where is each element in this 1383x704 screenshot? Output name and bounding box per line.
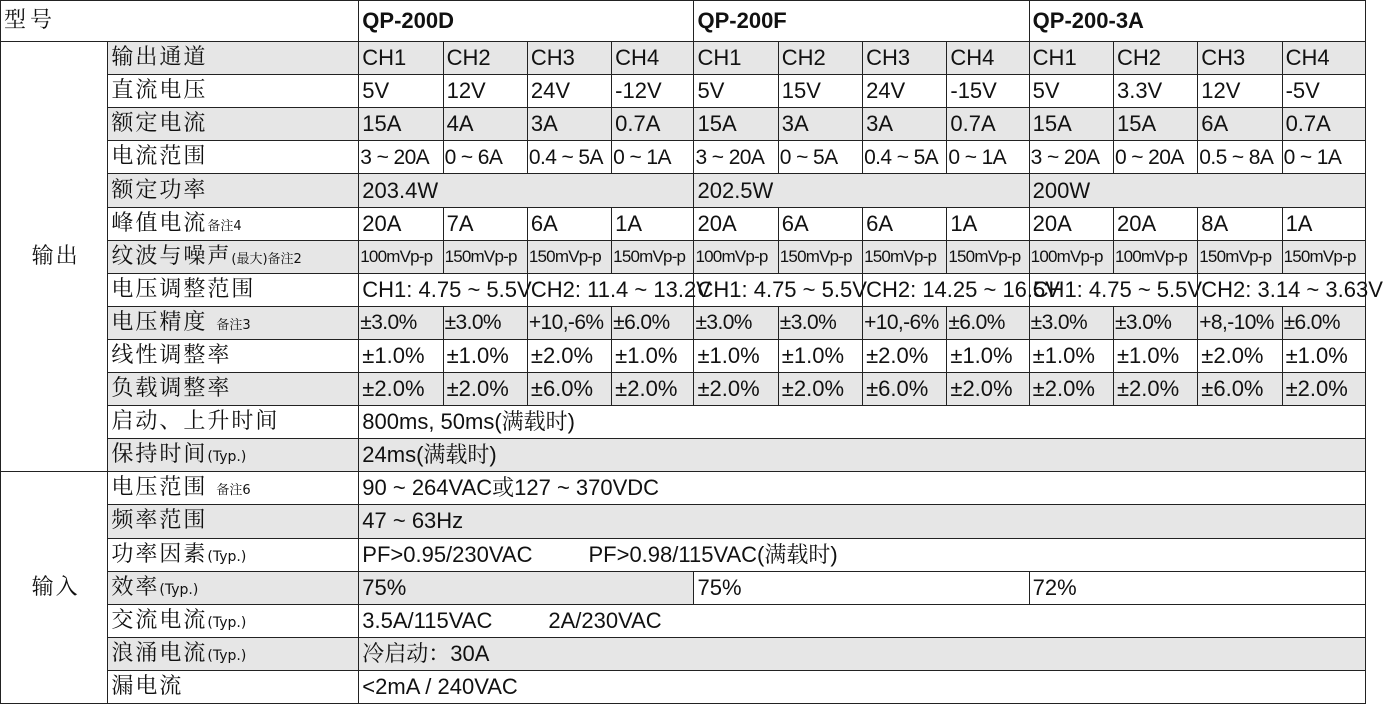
row-label: 负载调整率 xyxy=(108,373,359,406)
current-range-cell: 3 ~ 20A xyxy=(359,141,443,174)
current-range-cell: 0 ~ 6A xyxy=(443,141,527,174)
channels-cell: CH2 xyxy=(443,42,527,75)
row-label xyxy=(108,637,359,670)
ripple-noise-cell: 150mVp-p xyxy=(863,240,947,273)
current-range-cell: 3 ~ 20A xyxy=(1029,141,1113,174)
channels-cell: CH1 xyxy=(694,42,778,75)
row-inrush-current xyxy=(1,637,1366,670)
rated-power-value: 203.4W xyxy=(359,174,694,207)
setup-rise-value: 800ms, 50ms(满载时) xyxy=(359,406,1366,439)
power-factor-value xyxy=(359,538,1366,571)
dc-voltage-cell: 3.3V xyxy=(1113,75,1197,108)
efficiency-value: 75% xyxy=(694,571,1029,604)
section-input: 输入 xyxy=(1,472,108,704)
row-line-regulation xyxy=(1,339,1366,372)
line-reg-cell: ±2.0% xyxy=(527,339,611,372)
voltage-tol-cell: ±3.0% xyxy=(359,306,443,339)
typ-text: (Typ.) xyxy=(207,647,247,664)
peak-current-cell: 20A xyxy=(694,207,778,240)
load-reg-cell: ±2.0% xyxy=(612,373,694,406)
channels-cell: CH1 xyxy=(1029,42,1113,75)
voltage-tol-cell: ±3.0% xyxy=(1113,306,1197,339)
rated-current-cell: 0.7A xyxy=(1282,108,1365,141)
row-label: 漏电流 xyxy=(108,670,359,703)
row-load-regulation xyxy=(1,373,1366,406)
line-reg-cell: ±1.0% xyxy=(612,339,694,372)
typ-text: (Typ.) xyxy=(207,614,247,631)
ripple-noise-cell: 100mVp-p xyxy=(1113,240,1197,273)
voltage-tol-cell: ±3.0% xyxy=(443,306,527,339)
efficiency-value: 72% xyxy=(1029,571,1365,604)
leakage-value: <2mA / 240VAC xyxy=(359,670,1366,703)
channels-cell: CH1 xyxy=(359,42,443,75)
row-leakage xyxy=(1,670,1366,703)
note-text: 备注4 xyxy=(207,218,242,234)
row-label xyxy=(108,439,359,472)
ripple-noise-cell: 150mVp-p xyxy=(527,240,611,273)
row-label: 频率范围 xyxy=(108,505,359,538)
voltage-adj-value: CH2: 3.14 ~ 3.63V xyxy=(1198,273,1366,306)
pf-230: PF>0.95/230VAC xyxy=(362,541,533,567)
load-reg-cell: ±2.0% xyxy=(947,373,1029,406)
load-reg-cell: ±2.0% xyxy=(694,373,778,406)
voltage-tol-cell: +10,-6% xyxy=(527,306,611,339)
row-label: 额定功率 xyxy=(108,174,359,207)
voltage-tol-cell: ±6.0% xyxy=(612,306,694,339)
model-title: 型号 xyxy=(1,1,359,42)
rated-current-cell: 0.7A xyxy=(612,108,694,141)
rated-current-cell: 3A xyxy=(527,108,611,141)
rated-current-cell: 0.7A xyxy=(947,108,1029,141)
rated-current-cell: 15A xyxy=(694,108,778,141)
row-dc-voltage xyxy=(1,75,1366,108)
dc-voltage-cell: 15V xyxy=(778,75,862,108)
current-range-cell: 0.4 ~ 5A xyxy=(527,141,611,174)
row-label: 直流电压 xyxy=(108,75,359,108)
row-label xyxy=(108,240,359,273)
note-text: 备注6 xyxy=(216,483,251,499)
current-range-cell: 0 ~ 20A xyxy=(1113,141,1197,174)
row-label-text: 峰值电流 xyxy=(111,210,208,236)
line-reg-cell: ±1.0% xyxy=(778,339,862,372)
channels-cell: CH3 xyxy=(863,42,947,75)
dc-voltage-cell: 5V xyxy=(359,75,443,108)
frequency-value: 47 ~ 63Hz xyxy=(359,505,1366,538)
hold-up-value: 24ms(满载时) xyxy=(359,439,1366,472)
load-reg-cell: ±2.0% xyxy=(359,373,443,406)
inrush-value: 冷启动：30A xyxy=(359,637,1366,670)
row-label: 电流范围 xyxy=(108,141,359,174)
line-reg-cell: ±1.0% xyxy=(1282,339,1365,372)
dc-voltage-cell: -5V xyxy=(1282,75,1365,108)
peak-current-cell: 20A xyxy=(359,207,443,240)
pf-115: PF>0.98/115VAC(满载时) xyxy=(588,541,838,567)
row-label xyxy=(108,472,359,505)
channels-cell: CH4 xyxy=(1282,42,1365,75)
line-reg-cell: ±1.0% xyxy=(1113,339,1197,372)
row-input-voltage xyxy=(1,472,1366,505)
ripple-noise-cell: 100mVp-p xyxy=(1029,240,1113,273)
row-voltage-tolerance xyxy=(1,306,1366,339)
row-label: 额定电流 xyxy=(108,108,359,141)
row-label: 输出通道 xyxy=(108,42,359,75)
line-reg-cell: ±1.0% xyxy=(694,339,778,372)
rated-current-cell: 15A xyxy=(1113,108,1197,141)
row-rated-current xyxy=(1,108,1366,141)
current-range-cell: 0 ~ 1A xyxy=(1282,141,1365,174)
model-qp-200f: QP-200F xyxy=(694,1,1029,42)
load-reg-cell: ±2.0% xyxy=(1282,373,1365,406)
model-header-row xyxy=(1,1,1366,42)
current-range-cell: 0 ~ 5A xyxy=(778,141,862,174)
rated-current-cell: 3A xyxy=(778,108,862,141)
row-label xyxy=(108,571,359,604)
ripple-noise-cell: 150mVp-p xyxy=(443,240,527,273)
channels-cell: CH4 xyxy=(612,42,694,75)
typ-text: (Typ.) xyxy=(207,449,247,466)
model-qp-200-3a: QP-200-3A xyxy=(1029,1,1365,42)
row-label-text: 功率因素 xyxy=(111,541,208,567)
line-reg-cell: ±2.0% xyxy=(1198,339,1282,372)
model-qp-200d: QP-200D xyxy=(359,1,694,42)
voltage-adj-value: CH2: 11.4 ~ 13.2V xyxy=(527,273,694,306)
voltage-adj-value: CH1: 4.75 ~ 5.5V xyxy=(359,273,528,306)
peak-current-cell: 20A xyxy=(1113,207,1197,240)
row-power-factor xyxy=(1,538,1366,571)
row-label-text: 纹波与噪声 xyxy=(111,243,232,269)
row-label xyxy=(108,538,359,571)
voltage-tol-cell: ±3.0% xyxy=(694,306,778,339)
channels-cell: CH2 xyxy=(1113,42,1197,75)
rated-current-cell: 4A xyxy=(443,108,527,141)
peak-current-cell: 1A xyxy=(1282,207,1365,240)
row-label-text: 保持时间 xyxy=(111,442,208,468)
dc-voltage-cell: 24V xyxy=(863,75,947,108)
rated-current-cell: 6A xyxy=(1198,108,1282,141)
row-label: 线性调整率 xyxy=(108,339,359,372)
row-output-channels xyxy=(1,42,1366,75)
row-rated-power xyxy=(1,174,1366,207)
peak-current-cell: 7A xyxy=(443,207,527,240)
dc-voltage-cell: 12V xyxy=(1198,75,1282,108)
dc-voltage-cell: -12V xyxy=(612,75,694,108)
rated-power-value: 200W xyxy=(1029,174,1365,207)
ac-current-value xyxy=(359,604,1366,637)
typ-text: (Typ.) xyxy=(159,581,199,598)
line-reg-cell: ±1.0% xyxy=(443,339,527,372)
load-reg-cell: ±6.0% xyxy=(527,373,611,406)
rated-current-cell: 3A xyxy=(863,108,947,141)
voltage-tol-cell: +8,-10% xyxy=(1198,306,1282,339)
line-reg-cell: ±1.0% xyxy=(1029,339,1113,372)
row-peak-current xyxy=(1,207,1366,240)
peak-current-cell: 6A xyxy=(778,207,862,240)
row-current-range xyxy=(1,141,1366,174)
voltage-tol-cell: ±3.0% xyxy=(1029,306,1113,339)
current-range-cell: 0 ~ 1A xyxy=(947,141,1029,174)
row-label-text: 电压精度 xyxy=(111,309,208,335)
current-range-cell: 3 ~ 20A xyxy=(694,141,778,174)
rated-current-cell: 15A xyxy=(359,108,443,141)
row-efficiency xyxy=(1,571,1366,604)
peak-current-cell: 6A xyxy=(527,207,611,240)
row-label xyxy=(108,604,359,637)
load-reg-cell: ±2.0% xyxy=(443,373,527,406)
row-ac-current xyxy=(1,604,1366,637)
typ-text: (Typ.) xyxy=(207,548,247,565)
ripple-noise-cell: 150mVp-p xyxy=(1198,240,1282,273)
dc-voltage-cell: -15V xyxy=(947,75,1029,108)
row-hold-up xyxy=(1,439,1366,472)
ac-current-230: 2A/230VAC xyxy=(548,607,662,633)
voltage-tol-cell: ±6.0% xyxy=(947,306,1029,339)
input-voltage-value: 90 ~ 264VAC或127 ~ 370VDC xyxy=(359,472,1366,505)
ripple-noise-cell: 100mVp-p xyxy=(359,240,443,273)
row-ripple-noise xyxy=(1,240,1366,273)
load-reg-cell: ±2.0% xyxy=(1113,373,1197,406)
row-label-text: 交流电流 xyxy=(111,607,208,633)
voltage-tol-cell: +10,-6% xyxy=(863,306,947,339)
dc-voltage-cell: 12V xyxy=(443,75,527,108)
ripple-noise-cell: 150mVp-p xyxy=(778,240,862,273)
channels-cell: CH4 xyxy=(947,42,1029,75)
peak-current-cell: 1A xyxy=(947,207,1029,240)
channels-cell: CH2 xyxy=(778,42,862,75)
dc-voltage-cell: 24V xyxy=(527,75,611,108)
row-label-text: 效率 xyxy=(111,574,160,600)
note-text: (最大)备注2 xyxy=(231,251,302,267)
row-label-text: 电压范围 xyxy=(111,475,208,501)
ac-current-115: 3.5A/115VAC xyxy=(362,607,493,633)
row-label: 启动、上升时间 xyxy=(108,406,359,439)
efficiency-value: 75% xyxy=(359,571,694,604)
rated-power-value: 202.5W xyxy=(694,174,1029,207)
voltage-adj-value: CH2: 14.25 ~ 16.5V xyxy=(863,273,1030,306)
row-setup-rise xyxy=(1,406,1366,439)
line-reg-cell: ±1.0% xyxy=(947,339,1029,372)
current-range-cell: 0 ~ 1A xyxy=(612,141,694,174)
row-label xyxy=(108,207,359,240)
row-label: 电压调整范围 xyxy=(108,273,359,306)
load-reg-cell: ±2.0% xyxy=(778,373,862,406)
ripple-noise-cell: 100mVp-p xyxy=(694,240,778,273)
row-label-text: 浪涌电流 xyxy=(111,640,208,666)
ripple-noise-cell: 150mVp-p xyxy=(612,240,694,273)
ripple-noise-cell: 150mVp-p xyxy=(947,240,1029,273)
peak-current-cell: 6A xyxy=(863,207,947,240)
current-range-cell: 0.4 ~ 5A xyxy=(863,141,947,174)
channels-cell: CH3 xyxy=(1198,42,1282,75)
peak-current-cell: 20A xyxy=(1029,207,1113,240)
peak-current-cell: 8A xyxy=(1198,207,1282,240)
peak-current-cell: 1A xyxy=(612,207,694,240)
load-reg-cell: ±2.0% xyxy=(1029,373,1113,406)
voltage-adj-value: CH1: 4.75 ~ 5.5V xyxy=(1029,273,1198,306)
row-frequency xyxy=(1,505,1366,538)
ripple-noise-cell: 150mVp-p xyxy=(1282,240,1365,273)
row-label xyxy=(108,306,359,339)
voltage-adj-value: CH1: 4.75 ~ 5.5V xyxy=(694,273,863,306)
voltage-tol-cell: ±3.0% xyxy=(778,306,862,339)
dc-voltage-cell: 5V xyxy=(694,75,778,108)
section-output: 输出 xyxy=(1,42,108,472)
line-reg-cell: ±1.0% xyxy=(359,339,443,372)
channels-cell: CH3 xyxy=(527,42,611,75)
load-reg-cell: ±6.0% xyxy=(1198,373,1282,406)
dc-voltage-cell: 5V xyxy=(1029,75,1113,108)
row-voltage-adj xyxy=(1,273,1366,306)
rated-current-cell: 15A xyxy=(1029,108,1113,141)
current-range-cell: 0.5 ~ 8A xyxy=(1198,141,1282,174)
load-reg-cell: ±6.0% xyxy=(863,373,947,406)
line-reg-cell: ±2.0% xyxy=(863,339,947,372)
note-text: 备注3 xyxy=(216,317,251,333)
voltage-tol-cell: ±6.0% xyxy=(1282,306,1365,339)
